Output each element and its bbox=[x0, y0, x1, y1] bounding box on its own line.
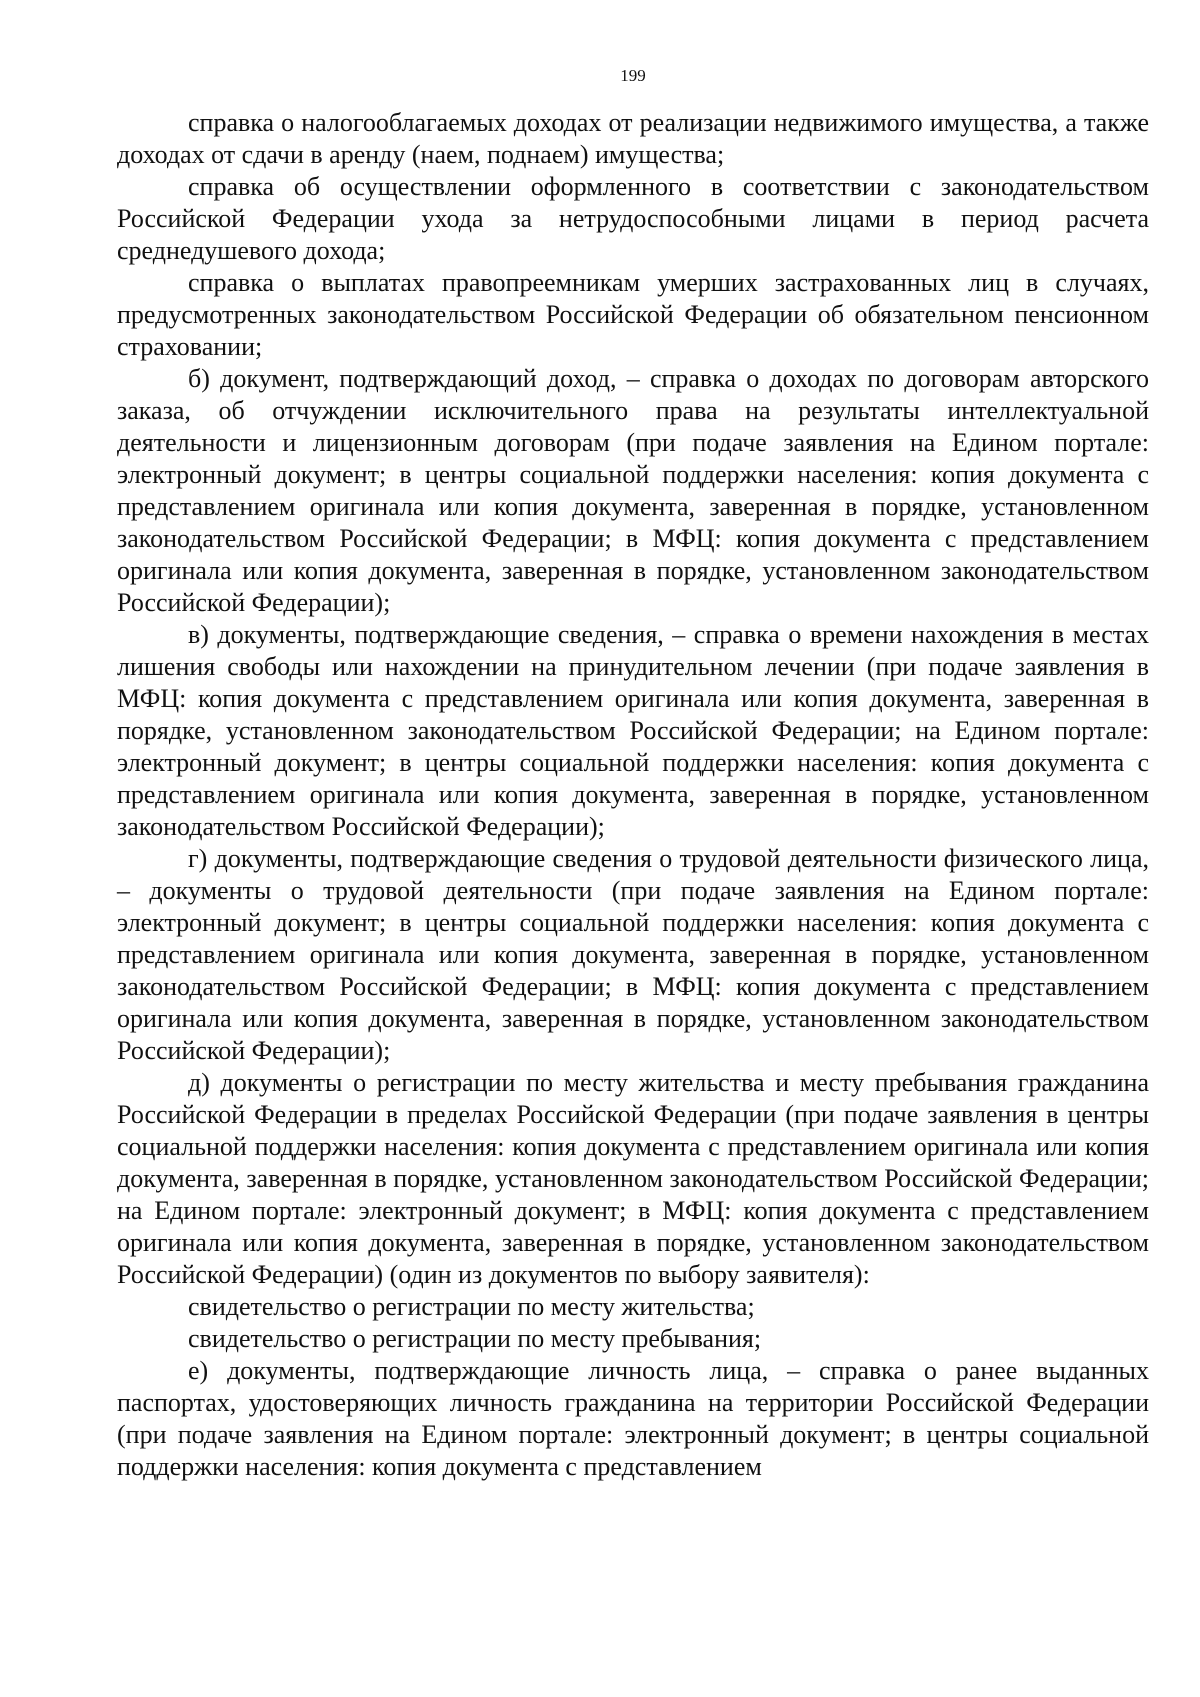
page-number: 199 bbox=[620, 66, 646, 85]
paragraph-stay-certificate: свидетельство о регистрации по месту пребывания; bbox=[188, 1324, 762, 1353]
paragraph-residence-certificate: свидетельство о регистрации по месту жительства; bbox=[188, 1292, 755, 1321]
paragraph-item-e: е) документы, подтверждающие личность лица, – справка о ранее выданных паспортах, удостоверяющих личность гражданина на территории Российской Федерации (при подаче заявления на Едином портале: электронный документ; в центры социальной поддержки населения: копия документа с представлением bbox=[117, 1356, 1149, 1481]
paragraph-care-certificate: справка об осуществлении оформленного в соответствии с законодательством Российской Федерации ухода за нетрудоспособными лицами в период расчета среднедушевого дохода; bbox=[117, 172, 1149, 265]
paragraph-item-v: в) документы, подтверждающие сведения, – справка о времени нахождения в местах лишения свободы или нахождении на принудительном лечении (при подаче заявления в МФЦ: копия документа с представлением оригинала или копия документа, заверенная в порядке, установленном законодательством Российской Федерации; на Едином портале: электронный документ; в центры социальной поддержки населения: копия документа с представлением оригинала или копия документа, заверенная в порядке, установленном законодательством Российской Федерации); bbox=[117, 620, 1149, 841]
document-page bbox=[117, 66, 1149, 1483]
paragraph-successor-payments: справка о выплатах правопреемникам умерших застрахованных лиц в случаях, предусмотренных законодательством Российской Федерации об обязательном пенсионном страховании; bbox=[117, 268, 1149, 361]
paragraph-item-b: б) документ, подтверждающий доход, – справка о доходах по договорам авторского заказа, об отчуждении исключительного права на результаты интеллектуальной деятельности и лицензионным договорам (при подаче заявления на Едином портале: электронный документ; в центры социальной поддержки населения: копия документа с представлением оригинала или копия документа, заверенная в порядке, установленном законодательством Российской Федерации; в МФЦ: копия документа с представлением оригинала или копия документа, заверенная в порядке, установленном законодательством Российской Федерации); bbox=[117, 364, 1149, 617]
paragraph-item-d: д) документы о регистрации по месту жительства и месту пребывания гражданина Российской Федерации в пределах Российской Федерации (при подаче заявления в центры социальной поддержки населения: копия документа с представлением оригинала или копия документа, заверенная в порядке, установленном законодательством Российской Федерации; на Едином портале: электронный документ; в МФЦ: копия документа с представлением оригинала или копия документа, заверенная в порядке, установленном законодательством Российской Федерации) (один из документов по выбору заявителя): bbox=[117, 1068, 1149, 1289]
paragraph-income-certificate: справка о налогооблагаемых доходах от реализации недвижимого имущества, а также доходах от сдачи в аренду (наем, поднаем) имущества; bbox=[117, 108, 1149, 169]
paragraph-item-g: г) документы, подтверждающие сведения о трудовой деятельности физического лица, – документы о трудовой деятельности (при подаче заявления на Едином портале: электронный документ; в центры социальной поддержки населения: копия документа с представлением оригинала или копия документа, заверенная в порядке, установленном законодательством Российской Федерации; в МФЦ: копия документа с представлением оригинала или копия документа, заверенная в порядке, установленном законодательством Российской Федерации); bbox=[117, 844, 1149, 1065]
